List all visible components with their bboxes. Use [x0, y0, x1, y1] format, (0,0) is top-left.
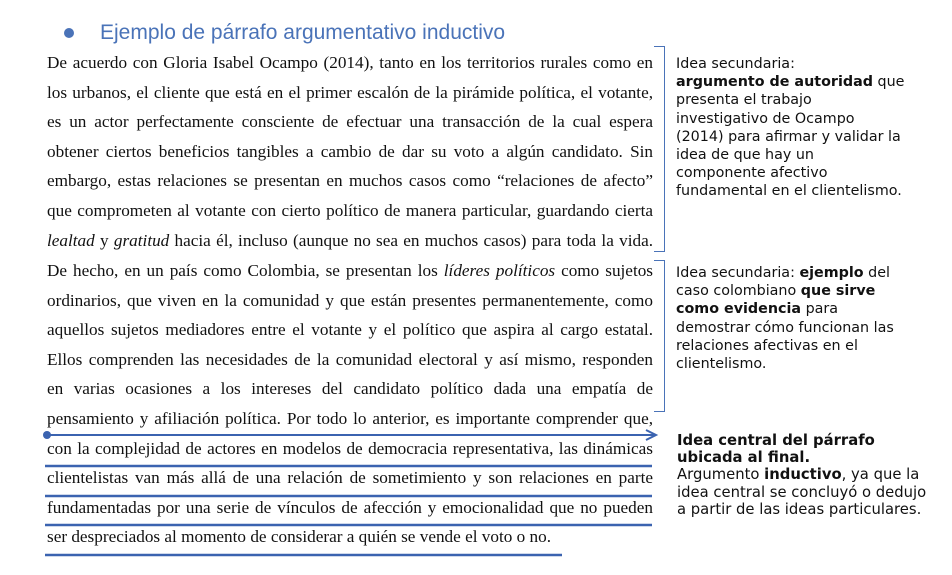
paragraph-1-line: es un actor perfectamente consciente de efectuar una transacción de la cual espera [47, 112, 653, 132]
conclusion-line: ser despreciados al momento de considerar a quién se vende el voto o no. [47, 527, 552, 547]
text-fragment: De hecho, en un país como Colombia, se presentan los [47, 261, 444, 280]
note-highlight: inductivo [764, 466, 842, 484]
arrow-icon [40, 427, 670, 443]
note-text: Argumento [677, 466, 765, 484]
paragraph-1-line: que comprometen al votante con cierto político de manera particular, guardando cierta [47, 200, 653, 220]
text-fragment: como sujetos [555, 261, 653, 280]
note-highlight: ejemplo [799, 265, 864, 281]
italic-term: lealtad [47, 230, 95, 250]
note-text: que presenta el trabajo investigativo de Ocampo (2014) para afirmar y validar la idea de que hay un componente afectivo fundamental en el clientelismo. [676, 74, 905, 200]
paragraph-1-line: embargo, estas relaciones se presentan en muchos casos como “relaciones de afecto” [47, 171, 653, 191]
annotation-authority [676, 55, 906, 201]
note-title: Idea central del párrafo ubicada al final. [677, 432, 875, 467]
paragraph-2-line: Ellos comprenden las necesidades de la comunidad electoral y así mismo, responden [47, 349, 653, 369]
note-text: para demostrar cómo funcionan las relaciones afectivas en el clientelismo. [676, 301, 894, 373]
italic-term: líderes políticos [443, 261, 556, 280]
paragraph-1-line: De acuerdo con Gloria Isabel Ocampo (2014), tanto en los territorios rurales como en [47, 53, 653, 72]
note-prefix: Idea secundaria: [676, 56, 795, 72]
conclusion-line: fundamentadas por una serie de vínculos de afección y emocionalidad que no pueden [47, 497, 653, 517]
conclusion-line: con la complejidad de actores en modelos de democracia representativa, las dinámicas [47, 438, 653, 458]
note-text: , ya que la idea central se concluyó o dedujo a partir de las ideas particulares. [677, 466, 927, 518]
paragraph-2-line: aquellos sujetos mediadores entre el votante y el político que aspira al cargo estatal. [47, 320, 653, 340]
note-prefix: Idea secundaria: [676, 265, 800, 281]
paragraph-2-line: pensamiento y afiliación política. Por todo lo anterior, es importante comprender que, [47, 408, 653, 428]
text-fragment: hacia él, incluso (aunque no sea en muchos casos) para toda la vida. [169, 230, 653, 250]
italic-term: gratitud [113, 230, 170, 250]
paragraph-2-line: en varias ocasiones a los intereses del candidato político dada una empatía de [47, 379, 653, 399]
conclusion-line: clientelistas van más allá de una relación de sometimiento y son relaciones en parte [47, 468, 653, 488]
bracket-paragraph-2 [654, 260, 665, 412]
paragraph-2-line: ordinarios, que viven en la comunidad y que están presentes permanentemente, como [47, 290, 653, 310]
page-title: Ejemplo de párrafo argumentativo inductivo [100, 21, 506, 44]
bracket-paragraph-1 [654, 46, 665, 252]
note-highlight: que sirve como evidencia [676, 283, 876, 318]
note-text: del caso colombiano [676, 265, 890, 300]
annotation-central-idea [677, 432, 937, 518]
paragraph-1-line: los urbanos, el cliente que está en el primer escalón de la pirámide política, el votante, [47, 82, 653, 102]
paragraph-1-line: obtener ciertos beneficios tangibles a cambio de dar su voto a algún candidato. Sin [47, 141, 653, 161]
note-highlight: argumento de autoridad [676, 74, 873, 91]
text-fragment: y [94, 230, 114, 250]
annotation-example [676, 264, 906, 373]
